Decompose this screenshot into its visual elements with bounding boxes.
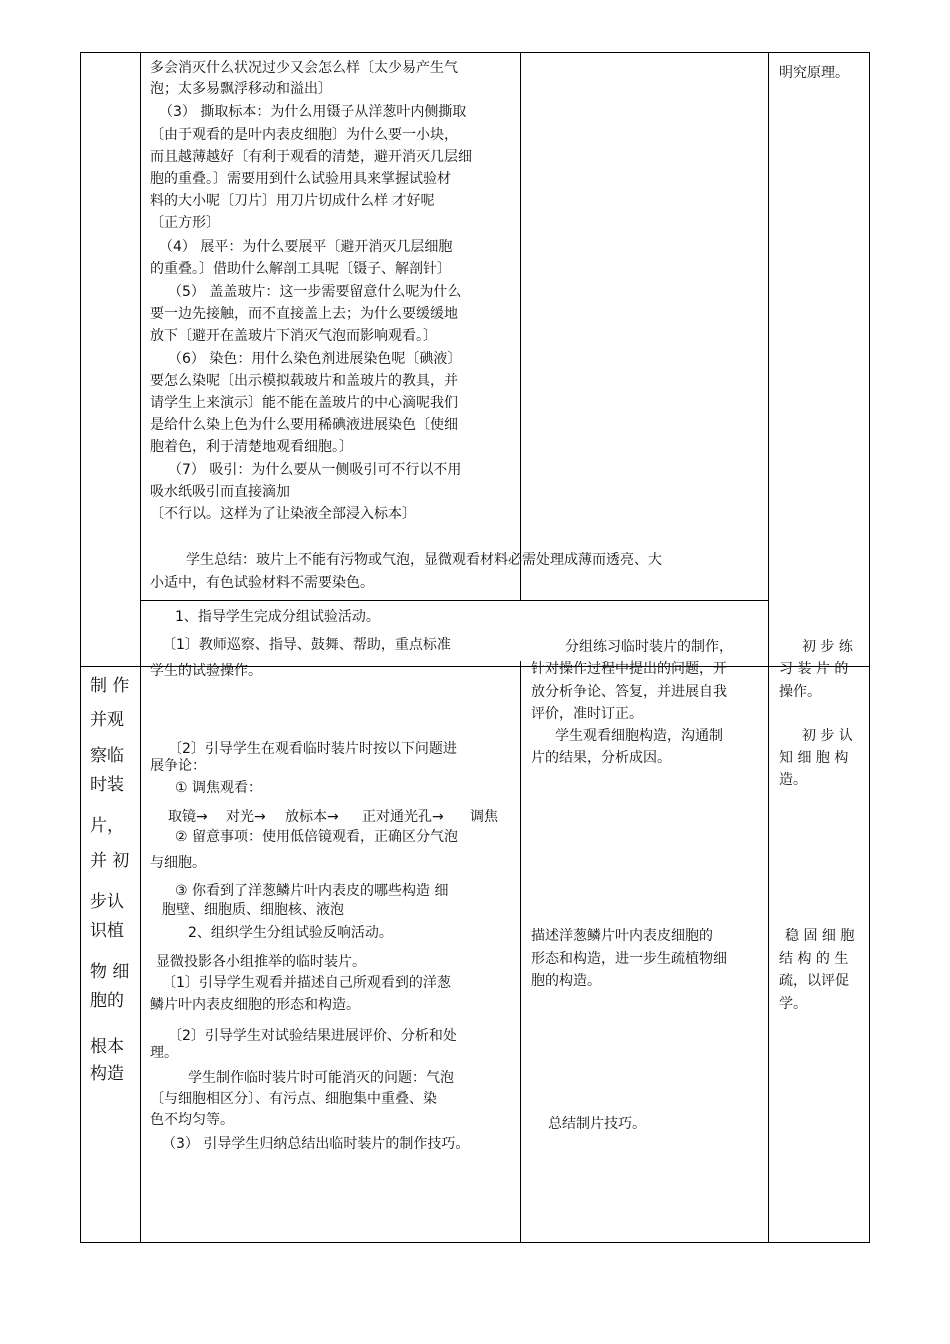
flow-step: 对光→ <box>226 809 266 825</box>
teacher-line: 胞壁、细胞质、细胞核、液泡 <box>162 902 344 918</box>
top-line: 请学生上来演示〕能不能在盖玻片的中心滴呢我们 <box>150 395 458 411</box>
teacher-line: 鳞片叶内表皮细胞的形态和构造。 <box>150 997 360 1013</box>
teacher-line: 展争论： <box>150 758 206 774</box>
purpose-line: 操作。 <box>779 684 821 700</box>
top-right-text: 明究原理。 <box>779 65 849 81</box>
section-title-char: 并观 <box>90 710 124 730</box>
purpose-line: 初 步 练 <box>802 639 853 655</box>
student-line: 评价，准时订正。 <box>531 706 643 722</box>
teacher-line: 〔2〕引导学生在观看临时装片时按以下问题进 <box>168 741 457 757</box>
table-left-border <box>80 52 81 1243</box>
top-line: 多会消灭什么状况过少又会怎么样〔太少易产生气 <box>150 60 458 76</box>
table-bottom-border <box>80 1242 870 1243</box>
top-line: 的重叠。〕借助什么解剖工具呢〔镊子、解剖针〕 <box>150 261 451 277</box>
top-line: 胞的重叠。〕需要用到什么试验用具来掌握试验材 <box>150 171 451 187</box>
top-line: （6） 染色：用什么染色剂进展染色呢〔碘液〕 <box>168 351 462 367</box>
top-line: 〔由于观看的是叶内表皮细胞〕为什么要一小块， <box>150 127 458 143</box>
purpose-line: 习 装 片 的 <box>779 661 849 677</box>
student-line: 针对操作过程中提出的问题，开 <box>531 661 727 677</box>
teacher-line: ② 留意事项：使用低倍镜观看，正确区分气泡 <box>175 829 458 845</box>
teacher-line: 〔1〕引导学生观看并描述自己所观看到的洋葱 <box>162 975 451 991</box>
student-line: 放分析争论、答复，并进展自我 <box>531 684 727 700</box>
top-line: 要一边先接触，而不直接盖上去；为什么要缓缓地 <box>150 306 458 322</box>
top-line: （3） 撕取标本：为什么用镊子从洋葱叶内侧撕取 <box>159 104 467 120</box>
teacher-line: 学生的试验操作。 <box>150 663 262 679</box>
student-summary: 学生总结：玻片上不能有污物或气泡，显微观看材料必需处理成薄而透亮、大 <box>186 552 662 568</box>
student-line: 胞的构造。 <box>531 973 601 989</box>
purpose-line: 学。 <box>779 996 807 1012</box>
table-top-border <box>80 52 870 53</box>
column-divider-3 <box>768 52 769 1243</box>
top-line: 要怎么染呢〔出示模拟载玻片和盖玻片的教具，并 <box>150 373 458 389</box>
section-title-char: 步认 <box>90 892 124 912</box>
section-title-char: 胞的 <box>90 991 124 1011</box>
student-summary: 小适中，有色试验材料不需要染色。 <box>150 575 374 591</box>
student-line: 片的结果，分析成因。 <box>531 750 671 766</box>
top-line: 胞着色，利于清楚地观看细胞。〕 <box>150 439 353 455</box>
purpose-line: 初 步 认 <box>802 728 853 744</box>
section-title-char: 并 初 <box>90 851 130 871</box>
teacher-line: 2、组织学生分组试验反响活动。 <box>188 925 393 941</box>
section-title-char: 识植 <box>90 921 124 941</box>
section-title-char: 构造 <box>90 1064 124 1084</box>
teacher-line: 显微投影各小组推举的临时装片。 <box>156 954 366 970</box>
flow-step: 放标本→ <box>285 809 339 825</box>
top-line: 〔不行以。这样为了让染液全部浸入标本〕 <box>150 506 416 522</box>
column-divider-1 <box>140 52 141 1243</box>
section-title-char: 根本 <box>90 1037 124 1057</box>
student-line: 学生观看细胞构造，沟通制 <box>555 728 723 744</box>
top-line: 是给什么染上色为什么要用稀碘液进展染色〔使细 <box>150 417 458 433</box>
flow-step: 调焦 <box>470 809 498 825</box>
student-line: 总结制片技巧。 <box>548 1116 646 1132</box>
teacher-line: 与细胞。 <box>150 855 206 871</box>
teacher-line: （3） 引导学生归纳总结出临时装片的制作技巧。 <box>162 1136 470 1152</box>
section-title-char: 制 作 <box>90 676 130 696</box>
row-divider-1 <box>140 600 769 601</box>
teacher-line: 〔与细胞相区分〕、有污点、细胞集中重叠、染 <box>150 1091 437 1107</box>
table-right-border <box>869 52 870 1243</box>
teacher-line: ① 调焦观看： <box>175 780 263 796</box>
student-line: 分组练习临时装片的制作， <box>565 639 733 655</box>
student-line: 形态和构造，进一步生疏植物细 <box>531 951 727 967</box>
teacher-line: 色不均匀等。 <box>150 1112 234 1128</box>
teacher-line: 学生制作临时装片时可能消灭的问题：气泡 <box>188 1070 454 1086</box>
top-line: 料的大小呢〔刀片〕用刀片切成什么样 才好呢 <box>150 193 435 209</box>
column-divider-2b <box>520 661 521 1243</box>
section-title-char: 片， <box>90 816 124 836</box>
purpose-line: 造。 <box>779 772 807 788</box>
top-line: 放下〔避开在盖玻片下消灭气泡而影响观看。〕 <box>150 328 437 344</box>
purpose-line: 稳 固 细 胞 <box>785 928 855 944</box>
student-line: 描述洋葱鳞片叶内表皮细胞的 <box>531 928 713 944</box>
top-line: 而且越薄越好〔有利于观看的清楚，避开消灭几层细 <box>150 149 472 165</box>
top-line: 泡；太多易飘浮移动和溢出〕 <box>150 81 332 97</box>
purpose-line: 疏，以评促 <box>779 973 849 989</box>
top-line: （4） 展平：为什么要展平〔避开消灭几层细胞 <box>159 239 453 255</box>
teacher-line: 〔1〕教师巡察、指导、鼓舞、帮助，重点标准 <box>162 637 451 653</box>
top-line: （7） 吸引：为什么要从一侧吸引可不行以不用 <box>168 462 462 478</box>
top-line: （5） 盖盖玻片：这一步需要留意什么呢为什么 <box>168 284 462 300</box>
section-title-char: 物 细 <box>90 962 130 982</box>
flow-step: 取镜→ <box>168 809 208 825</box>
teacher-line: 1、指导学生完成分组试验活动。 <box>175 609 380 625</box>
teacher-line: ③ 你看到了洋葱鳞片叶内表皮的哪些构造 细 <box>175 883 449 899</box>
purpose-line: 结 构 的 生 <box>779 951 849 967</box>
section-title-char: 时装 <box>90 775 124 795</box>
section-title-char: 察临 <box>90 746 124 766</box>
top-line: 〔正方形〕 <box>150 215 220 231</box>
teacher-line: 〔2〕引导学生对试验结果进展评价、分析和处 <box>168 1028 457 1044</box>
top-line: 吸水纸吸引而直接滴加 <box>150 484 290 500</box>
teacher-line: 理。 <box>150 1045 178 1061</box>
purpose-line: 知 细 胞 构 <box>779 750 849 766</box>
column-divider-2 <box>520 52 521 601</box>
flow-step: 正对通光孔→ <box>362 809 444 825</box>
